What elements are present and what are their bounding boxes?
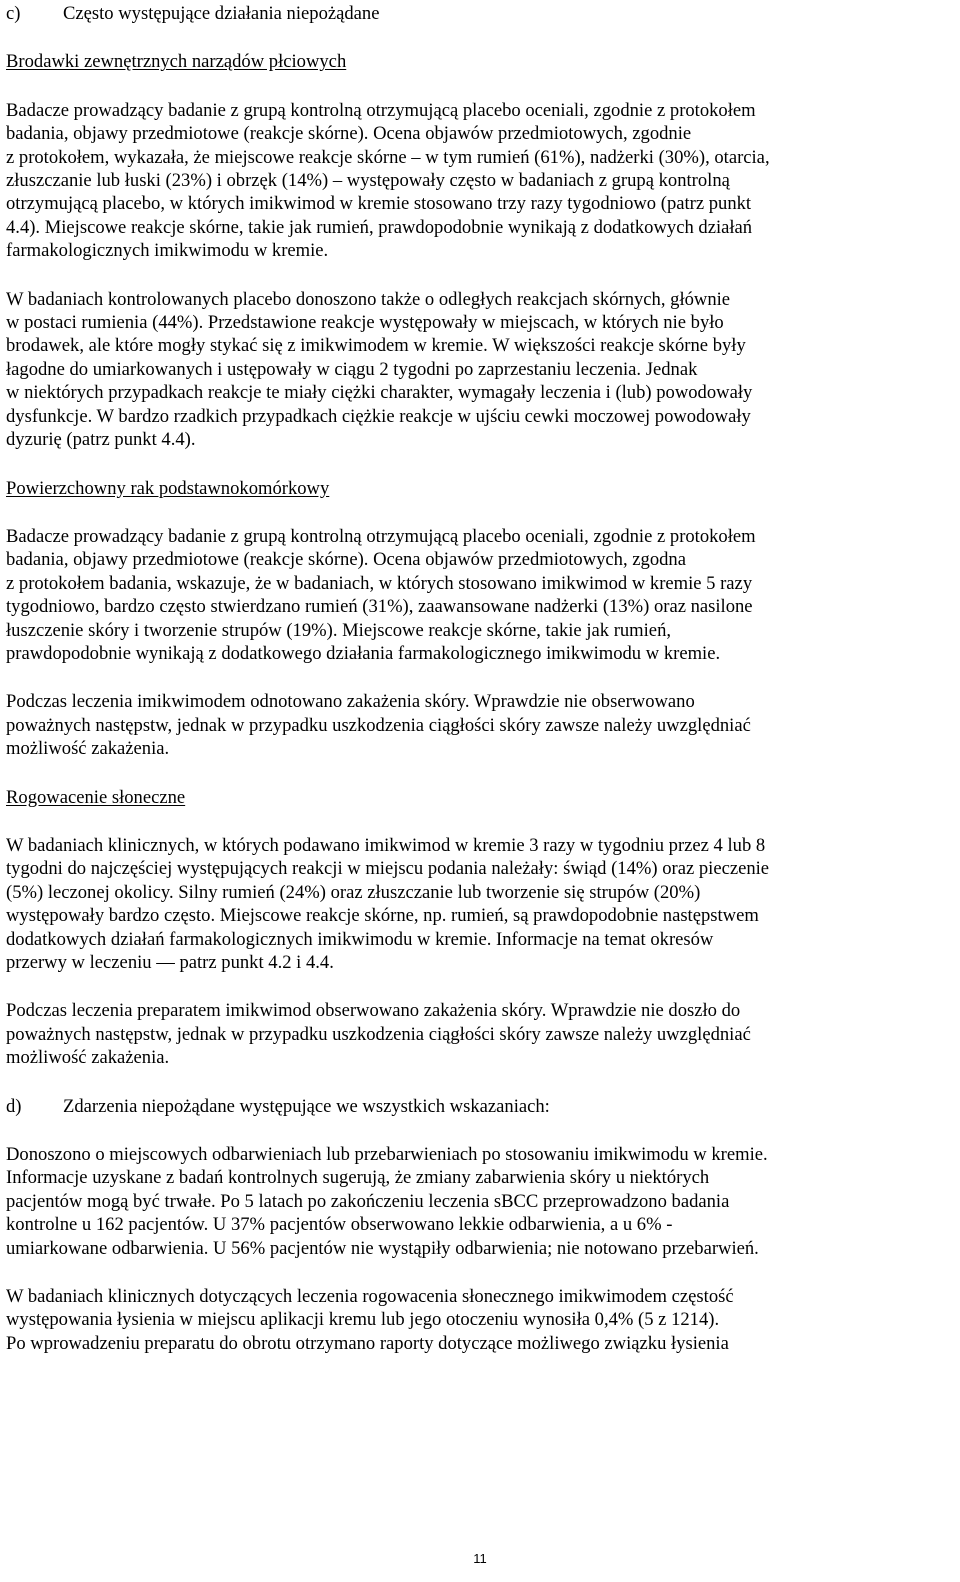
paragraph-line: Badacze prowadzący badanie z grupą kontrolną otrzymującą placebo oceniali, zgodnie z protokołem — [6, 525, 756, 547]
section-d-letter: d) — [6, 1095, 22, 1117]
spacer — [6, 974, 954, 999]
section-c-heading — [6, 2, 954, 25]
paragraph-line: dyzurię (patrz punkt 4.4). — [6, 429, 196, 451]
paragraph-line: przerwy w leczeniu — patrz punkt 4.2 i 4.4. — [6, 952, 334, 973]
document-page — [6, 2, 954, 1355]
paragraph-line: W badaniach klinicznych dotyczących leczenia rogowacenia słonecznego imikwimodem częstość — [6, 1286, 734, 1308]
paragraph-line: w niektórych przypadkach reakcje te miały ciężki charakter, wymagały leczenia i (lub) powodowały — [6, 382, 753, 404]
paragraph-2 — [6, 288, 954, 452]
section-c-letter: c) — [6, 3, 21, 24]
paragraph-8 — [6, 1285, 954, 1355]
paragraph-6 — [6, 999, 954, 1069]
paragraph-4 — [6, 690, 954, 760]
spacer — [6, 500, 954, 525]
paragraph-line: W badaniach kontrolowanych placebo donoszono także o odległych reakcjach skórnych, głównie — [6, 288, 731, 310]
paragraph-line: łagodne do umiarkowanych i ustępowały w ciągu 2 tygodni po zaprzestaniu leczenia. Jednak — [6, 358, 698, 380]
paragraph-line: Badacze prowadzący badanie z grupą kontrolną otrzymującą placebo oceniali, zgodnie z protokołem — [6, 99, 756, 121]
paragraph-line: występowały bardzo często. Miejscowe reakcje skórne, np. rumień, są prawdopodobnie następstwem — [6, 905, 759, 927]
paragraph-line: złuszczanie lub łuski (23%) i obrzęk (14%) – występowały często w badaniach z grupą kontrolną — [6, 170, 730, 192]
paragraph-line: dodatkowych działań farmakologicznych imikwimodu w kremie. Informacje na temat okresów — [6, 928, 714, 950]
paragraph-line: możliwość zakażenia. — [6, 1047, 170, 1069]
paragraph-3 — [6, 525, 954, 665]
paragraph-line: Informacje uzyskane z badań kontrolnych sugerują, że zmiany zabarwienia skóry u niektórych — [6, 1167, 710, 1189]
spacer — [6, 761, 954, 786]
paragraph-line: Donoszono o miejscowych odbarwieniach lub przebarwieniach po stosowaniu imikwimodu w kremie. — [6, 1144, 768, 1166]
section-d-title: Zdarzenia niepożądane występujące we wszystkich wskazaniach: — [63, 1095, 550, 1117]
paragraph-line: kontrolne u 162 pacjentów. U 37% pacjentów obserwowano lekkie odbarwienia, a u 6% - — [6, 1214, 673, 1236]
paragraph-line: Podczas leczenia imikwimodem odnotowano zakażenia skóry. Wprawdzie nie obserwowano — [6, 691, 695, 713]
subsection-title-genital-warts: Brodawki zewnętrznych narządów płciowych — [6, 51, 347, 73]
paragraph-line: poważnych następstw, jednak w przypadku uszkodzenia ciągłości skóry zawsze należy uwzględniać — [6, 1023, 751, 1045]
paragraph-line: tygodniowo, bardzo często stwierdzano rumień (31%), zaawansowane nadżerki (13%) oraz nasilone — [6, 596, 753, 618]
paragraph-line: badania, objawy przedmiotowe (reakcje skórne). Ocena objawów przedmiotowych, zgodna — [6, 549, 686, 571]
paragraph-line: z protokołem, wykazała, że miejscowe reakcje skórne – w tym rumień (61%), nadżerki (30%), otarcia, — [6, 146, 770, 168]
page-number: 11 — [473, 1551, 487, 1566]
paragraph-line: umiarkowane odbarwienia. U 56% pacjentów nie wystąpiły odbarwienia; nie notowano przebarwień. — [6, 1237, 759, 1259]
paragraph-line: otrzymującą placebo, w których imikwimod w kremie stosowano trzy razy tygodniowo (patrz punkt — [6, 193, 752, 215]
paragraph-line: (5%) leczonej okolicy. Silny rumień (24%) oraz złuszczanie lub tworzenie się strupów (20%) — [6, 881, 701, 903]
paragraph-line: Po wprowadzeniu preparatu do obrotu otrzymano raporty dotyczące możliwego związku łysienia — [6, 1332, 729, 1354]
paragraph-line: farmakologicznych imikwimodu w kremie. — [6, 240, 329, 262]
paragraph-line: łuszczenie skóry i tworzenie strupów (19%). Miejscowe reakcje skórne, takie jak rumień, — [6, 619, 672, 641]
paragraph-line: pacjentów mogą być trwałe. Po 5 latach po zakończeniu leczenia sBCC przeprowadzono badania — [6, 1190, 730, 1212]
spacer — [6, 1260, 954, 1285]
paragraph-line: badania, objawy przedmiotowe (reakcje skórne). Ocena objawów przedmiotowych, zgodnie — [6, 123, 692, 145]
paragraph-line: występowania łysienia w miejscu aplikacji kremu lub jego otoczeniu wynosiła 0,4% (5 z 1214). — [6, 1309, 720, 1331]
spacer — [6, 665, 954, 690]
paragraph-5 — [6, 834, 954, 974]
paragraph-line: prawdopodobnie wynikają z dodatkowego działania farmakologicznego imikwimodu w kremie. — [6, 642, 721, 664]
paragraph-line: tygodni do najczęściej występujących reakcji w miejscu podania należały: świąd (14%) oraz pieczenie — [6, 858, 770, 880]
paragraph-line: W badaniach klinicznych, w których podawano imikwimod w kremie 3 razy w tygodniu przez 4 lub 8 — [6, 834, 766, 856]
paragraph-line: z protokołem badania, wskazuje, że w badaniach, w których stosowano imikwimod w kremie 5 razy — [6, 572, 753, 594]
paragraph-line: możliwość zakażenia. — [6, 738, 170, 760]
paragraph-line: w postaci rumienia (44%). Przedstawione reakcje występowały w miejscach, w których nie było — [6, 312, 724, 334]
section-c-title: Często występujące działania niepożądane — [63, 3, 380, 24]
subsection-title-actinic-keratosis: Rogowacenie słoneczne — [6, 786, 186, 808]
spacer — [6, 1070, 954, 1095]
paragraph-line: 4.4). Miejscowe reakcje skórne, takie jak rumień, prawdopodobnie wynikają z dodatkowych działań — [6, 216, 753, 238]
spacer — [6, 263, 954, 288]
paragraph-line: dysfunkcje. W bardzo rzadkich przypadkach ciężkie reakcje w ujściu cewki moczowej powodowały — [6, 405, 751, 427]
spacer — [6, 452, 954, 477]
paragraph-line: Podczas leczenia preparatem imikwimod obserwowano zakażenia skóry. Wprawdzie nie doszło do — [6, 1000, 741, 1022]
paragraph-line: brodawek, ale które mogły stykać się z imikwimodem w kremie. W większości reakcje skórne były — [6, 335, 746, 357]
paragraph-line: poważnych następstw, jednak w przypadku uszkodzenia ciągłości skóry zawsze należy uwzględniać — [6, 714, 751, 736]
spacer — [6, 809, 954, 834]
paragraph-1 — [6, 99, 954, 263]
paragraph-7 — [6, 1143, 954, 1260]
spacer — [6, 74, 954, 99]
subsection-title-bcc: Powierzchowny rak podstawnokomórkowy — [6, 477, 330, 499]
section-d-heading — [6, 1095, 954, 1118]
spacer — [6, 1118, 954, 1143]
spacer — [6, 25, 954, 50]
